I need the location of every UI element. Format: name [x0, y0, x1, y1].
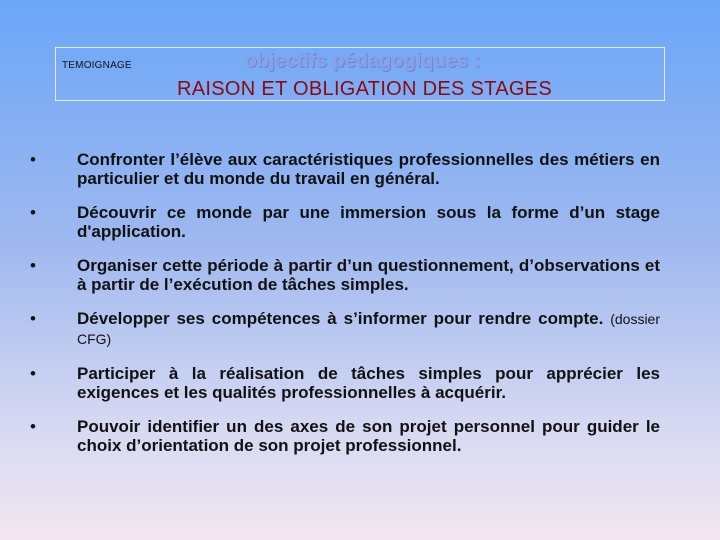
- bullet-main-text: Organiser cette période à partir d’un questionnement, d’observations et à partir de l’exécution de tâches simples.: [77, 256, 660, 294]
- bullet-icon: •: [30, 150, 36, 169]
- bullet-main-text: Découvrir ce monde par une immersion sous la forme d’un stage d'application.: [77, 203, 660, 241]
- objectives-list: [30, 150, 660, 470]
- slide-title: objectifs pédagogiques :: [244, 50, 481, 72]
- bullet-text: [77, 364, 660, 402]
- bullet-text: [77, 150, 660, 188]
- bullet-icon: •: [30, 364, 36, 383]
- bullet-text: [77, 203, 660, 241]
- list-item: [30, 203, 660, 241]
- bullet-text: [77, 309, 660, 349]
- bullet-text: [77, 417, 660, 455]
- bullet-main-text: Confronter l’élève aux caractéristiques professionnelles des métiers en particulier et du monde du travail en général.: [77, 150, 660, 188]
- list-item: [30, 256, 660, 294]
- list-item: [30, 364, 660, 402]
- bullet-main-text: Pouvoir identifier un des axes de son projet personnel pour guider le choix d’orientation de son projet professionnel.: [77, 417, 660, 455]
- bullet-main-text: Participer à la réalisation de tâches simples pour apprécier les exigences et les qualités professionnelles à acquérir.: [77, 364, 660, 402]
- bullet-main-text: Développer ses compétences à s’informer pour rendre compte.: [77, 309, 604, 328]
- bullet-icon: •: [30, 256, 36, 275]
- list-item: [30, 150, 660, 188]
- list-item: [30, 417, 660, 455]
- bullet-note: (dossier CFG): [77, 311, 660, 347]
- testimony-tag: TEMOIGNAGE: [62, 60, 132, 71]
- bullet-icon: •: [30, 417, 36, 436]
- bullet-icon: •: [30, 203, 36, 222]
- bullet-text: [77, 256, 660, 294]
- slide-subtitle: RAISON ET OBLIGATION DES STAGES: [177, 78, 552, 100]
- list-item: [30, 309, 660, 349]
- bullet-icon: •: [30, 309, 36, 328]
